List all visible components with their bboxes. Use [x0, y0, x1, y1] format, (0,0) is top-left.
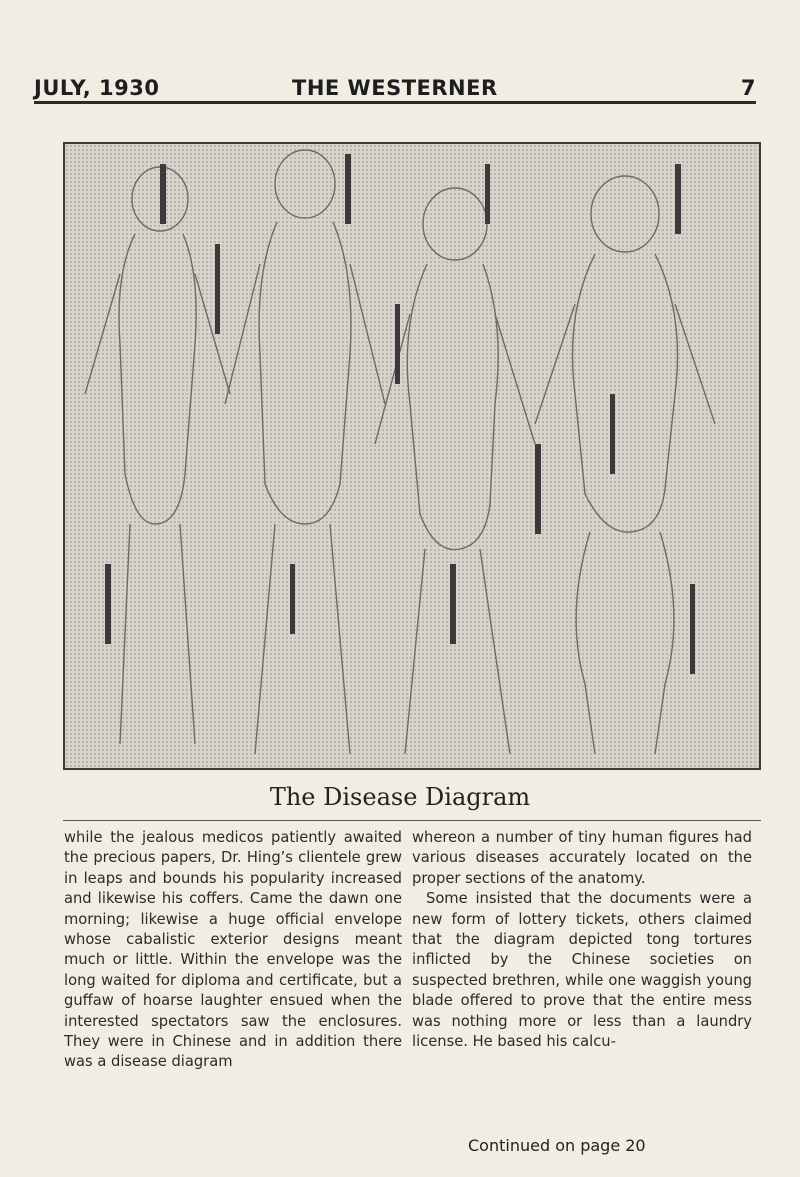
disease-diagram-image [63, 142, 761, 770]
human-figure-side [375, 188, 535, 754]
human-figure-back [225, 150, 385, 754]
issue-date: JULY, 1930 [34, 76, 160, 100]
article-right-column [412, 828, 752, 1052]
human-figure-front [85, 167, 230, 744]
header-rule [34, 101, 756, 104]
annotation-marks [105, 154, 695, 674]
page-header [34, 76, 756, 100]
continued-note: Continued on page 20 [468, 1136, 646, 1155]
article-left-column [64, 828, 402, 1073]
page-number: 7 [740, 76, 756, 100]
figure-outlines [65, 144, 759, 768]
magazine-title: THE WESTERNER [292, 76, 498, 100]
human-figure-seated [535, 176, 715, 754]
article-paragraph: Some insisted that the documents were a new form of lottery tickets, others claimed that the diagram depicted tong tortures inflicted by the Chinese societies on suspected brethren, while one waggish young blade offered to prove that the entire mess was nothing more or less than a laundry license. He based his calcu- [412, 890, 752, 1051]
caption-rule [63, 820, 761, 821]
figure-caption: The Disease Diagram [269, 783, 531, 811]
article-paragraph: whereon a number of tiny human figures had various diseases accurately located on the proper sections of the anatomy. [412, 829, 752, 887]
article-paragraph: while the jealous medicos patiently awaited the precious papers, Dr. Hing’s clientele grew in leaps and bounds his popularity increased and likewise his coffers. Came the dawn one morning; likewise a huge official envelope whose cabalistic exterior designs meant much or little. Within the envelope was the long waited for diploma and certificate, but a guffaw of hoarse laughter ensued when the interested spectators saw the enclosures. They were in Chinese and in addition there was a disease diagram [64, 829, 402, 1071]
